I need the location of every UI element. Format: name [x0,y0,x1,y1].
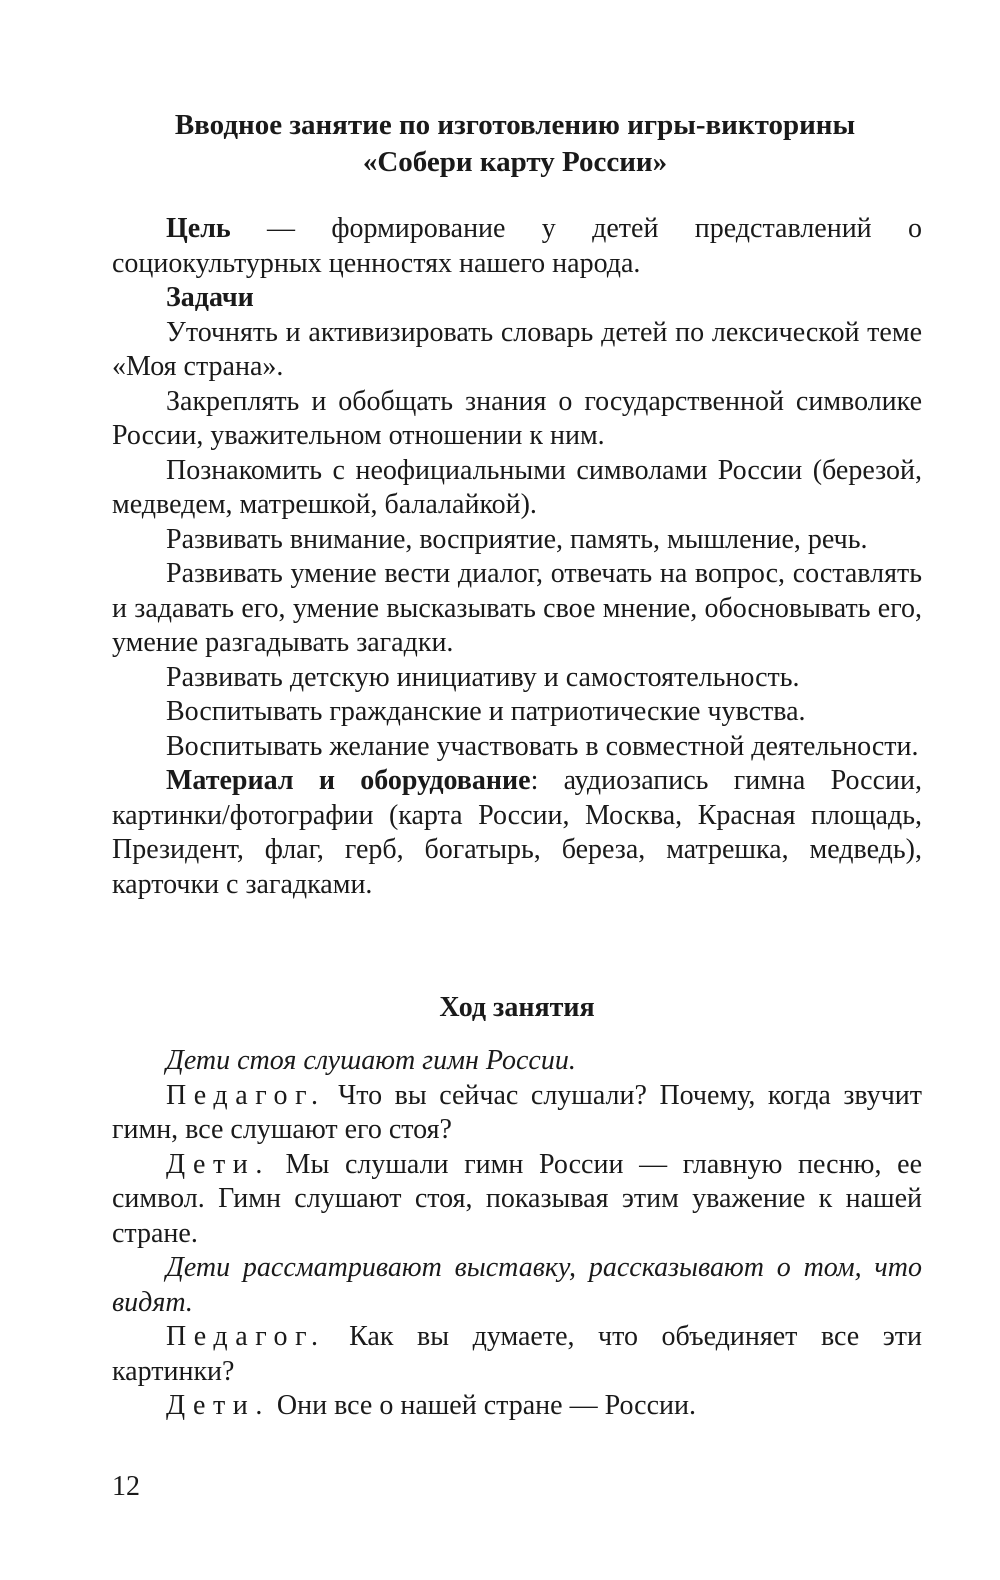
goal-label: Цель [166,213,231,244]
speaker-children: Дети. [166,1148,270,1180]
speaker-teacher: Педагог. [166,1321,326,1352]
materials-label: Материал и оборудование [166,765,531,796]
dialogue-line [112,1320,922,1389]
goal-paragraph [112,212,922,281]
stage-direction: Дети стоя слушают гимн России. [166,1045,576,1076]
line-text: Они все о нашей стране — России. [269,1390,696,1421]
lesson-heading: Ход занятия [439,992,595,1023]
line-text: Что вы сейчас слушали? Почему, когда звучит гимн, все слушают его стоя? [112,1079,922,1145]
speaker-children: Дети. [166,1390,270,1421]
dialogue-line [112,1079,922,1148]
dialogue-line [112,1148,922,1252]
dialogue-line [112,1389,922,1424]
task-item: Познакомить с неофициальными символами России (березой, медведем, матрешкой, балалайкой). [112,454,922,520]
line-text: Как вы думаете, что объединяет все эти картинки? [112,1321,922,1387]
page-title [100,107,930,181]
title-line-1: Вводное занятие по изготовлению игры-викторины [174,109,856,141]
task-item: Воспитывать гражданские и патриотические чувства. [166,696,806,727]
task-item: Уточнять и активизировать словарь детей по лексической теме «Моя страна». [112,316,922,382]
speaker-teacher: Педагог. [166,1079,326,1111]
tasks-heading: Задачи [166,282,254,313]
task-item: Развивать умение вести диалог, отвечать на вопрос, составлять и задавать его, умение высказывать свое мнение, обосновывать его, умение разгадывать загадки. [112,558,922,658]
page-number: 12 [112,1471,140,1502]
goal-text: — формирование у детей представлений о социокультурных ценностях нашего народа. [112,213,922,279]
objectives-section [112,212,922,902]
lesson-dialogue [112,1044,922,1424]
title-line-2: «Собери карту России» [362,146,668,178]
materials-text: : аудиозапись гимна России, картинки/фотографии (карта России, Москва, Красная площадь, Президент, флаг, герб, богатырь, береза, матрешка, медведь), карточки с загадками. [112,765,922,900]
line-text: Мы слушали гимн России — главную песню, ее символ. Гимн слушают стоя, показывая этим уважение к нашей стране. [112,1148,922,1249]
stage-direction: Дети рассматривают выставку, рассказывают о том, что видят. [112,1252,922,1318]
task-item: Закреплять и обобщать знания о государственной символике России, уважительном отношении к ним. [112,385,922,451]
task-item: Развивать детскую инициативу и самостоятельность. [166,661,800,693]
task-item: Воспитывать желание участвовать в совместной деятельности. [166,730,919,762]
task-item: Развивать внимание, восприятие, память, мышление, речь. [166,523,868,555]
materials-paragraph [112,764,922,902]
